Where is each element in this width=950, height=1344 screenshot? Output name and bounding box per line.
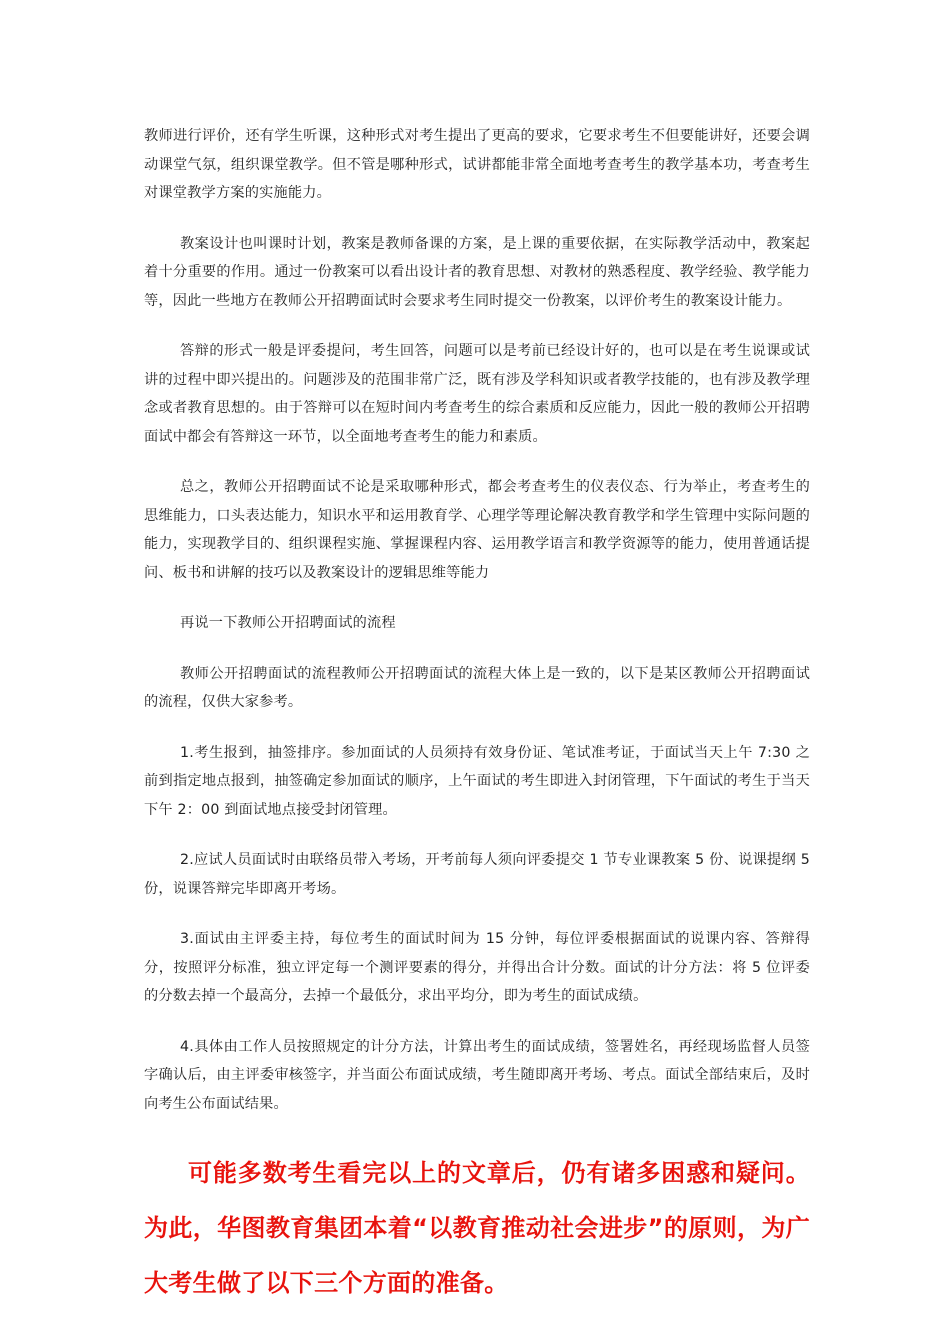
paragraph-step-3: 3.面试由主评委主持，每位考生的面试时间为 15 分钟，每位评委根据面试的说课内容、答辩得分，按照评分标准，独立评定每一个测评要素的得分，并得出合计分数。面试的计分方法：将 5 位评委的分数去掉一个最高分，去掉一个最低分，求出平均分，即为考生的面试成绩。 xyxy=(144,931,810,1004)
paragraph-process-intro: 教师公开招聘面试的流程教师公开招聘面试的流程大体上是一致的，以下是某区教师公开招聘面试的流程，仅供大家参考。 xyxy=(144,665,810,710)
paragraph-process-heading: 再说一下教师公开招聘面试的流程 xyxy=(180,615,396,631)
paragraph-step-1: 1.考生报到，抽签排序。参加面试的人员须持有效身份证、笔试准考证，于面试当天上午 7:30 之前到指定地点报到，抽签确定参加面试的顺序，上午面试的考生即进入封闭管理，下午面试的考生于当天下午 2：00 到面试地点接受封闭管理。 xyxy=(144,744,810,818)
paragraph-summary: 总之，教师公开招聘面试不论是采取哪种形式，都会考查考生的仪表仪态、行为举止，考查考生的思维能力，口头表达能力，知识水平和运用教育学、心理学等理论解决教育教学和学生管理中实际问题的能力，实现教学目的、组织课程实施、掌握课程内容、运用教学语言和教学资源等的能力，使用普通话提问、板书和讲解的技巧以及教案设计的逻辑思维等能力 xyxy=(144,479,810,581)
highlight-notice: 可能多数考生看完以上的文章后，仍有诸多困惑和疑问。为此，华图教育集团本着“以教育推动社会进步”的原则，为广大考生做了以下三个方面的准备。 xyxy=(144,1159,810,1297)
paragraph-defense: 答辩的形式一般是评委提问，考生回答，问题可以是考前已经设计好的，也可以是在考生说课或试讲的过程中即兴提出的。问题涉及的范围非常广泛，既有涉及学科知识或者教学技能的，也有涉及教学理念或者教育思想的。由于答辩可以在短时间内考查考生的综合素质和反应能力，因此一般的教师公开招聘面试中都会有答辩这一环节，以全面地考查考生的能力和素质。 xyxy=(144,343,810,445)
paragraph-trial-lecture: 教师进行评价，还有学生听课，这种形式对考生提出了更高的要求，它要求考生不但要能讲好，还要会调动课堂气氛，组织课堂教学。但不管是哪种形式，试讲都能非常全面地考查考生的教学基本功，考查考生对课堂教学方案的实施能力。 xyxy=(144,128,810,201)
paragraph-lesson-plan: 教案设计也叫课时计划，教案是教师备课的方案，是上课的重要依据，在实际教学活动中，教案起着十分重要的作用。通过一份教案可以看出设计者的教育思想、对教材的熟悉程度、教学经验、教学能力等，因此一些地方在教师公开招聘面试时会要求考生同时提交一份教案，以评价考生的教案设计能力。 xyxy=(144,235,810,309)
paragraph-step-4: 4.具体由工作人员按照规定的计分方法，计算出考生的面试成绩，签署姓名，再经现场监督人员签字确认后，由主评委审核签字，并当面公布面试成绩，考生随即离开考场、考点。面试全部结束后，及时向考生公布面试结果。 xyxy=(144,1038,810,1112)
document-body xyxy=(144,122,810,1311)
paragraph-step-2: 2.应试人员面试时由联络员带入考场，开考前每人须向评委提交 1 节专业课教案 5 份、说课提纲 5 份，说课答辩完毕即离开考场。 xyxy=(144,852,810,897)
